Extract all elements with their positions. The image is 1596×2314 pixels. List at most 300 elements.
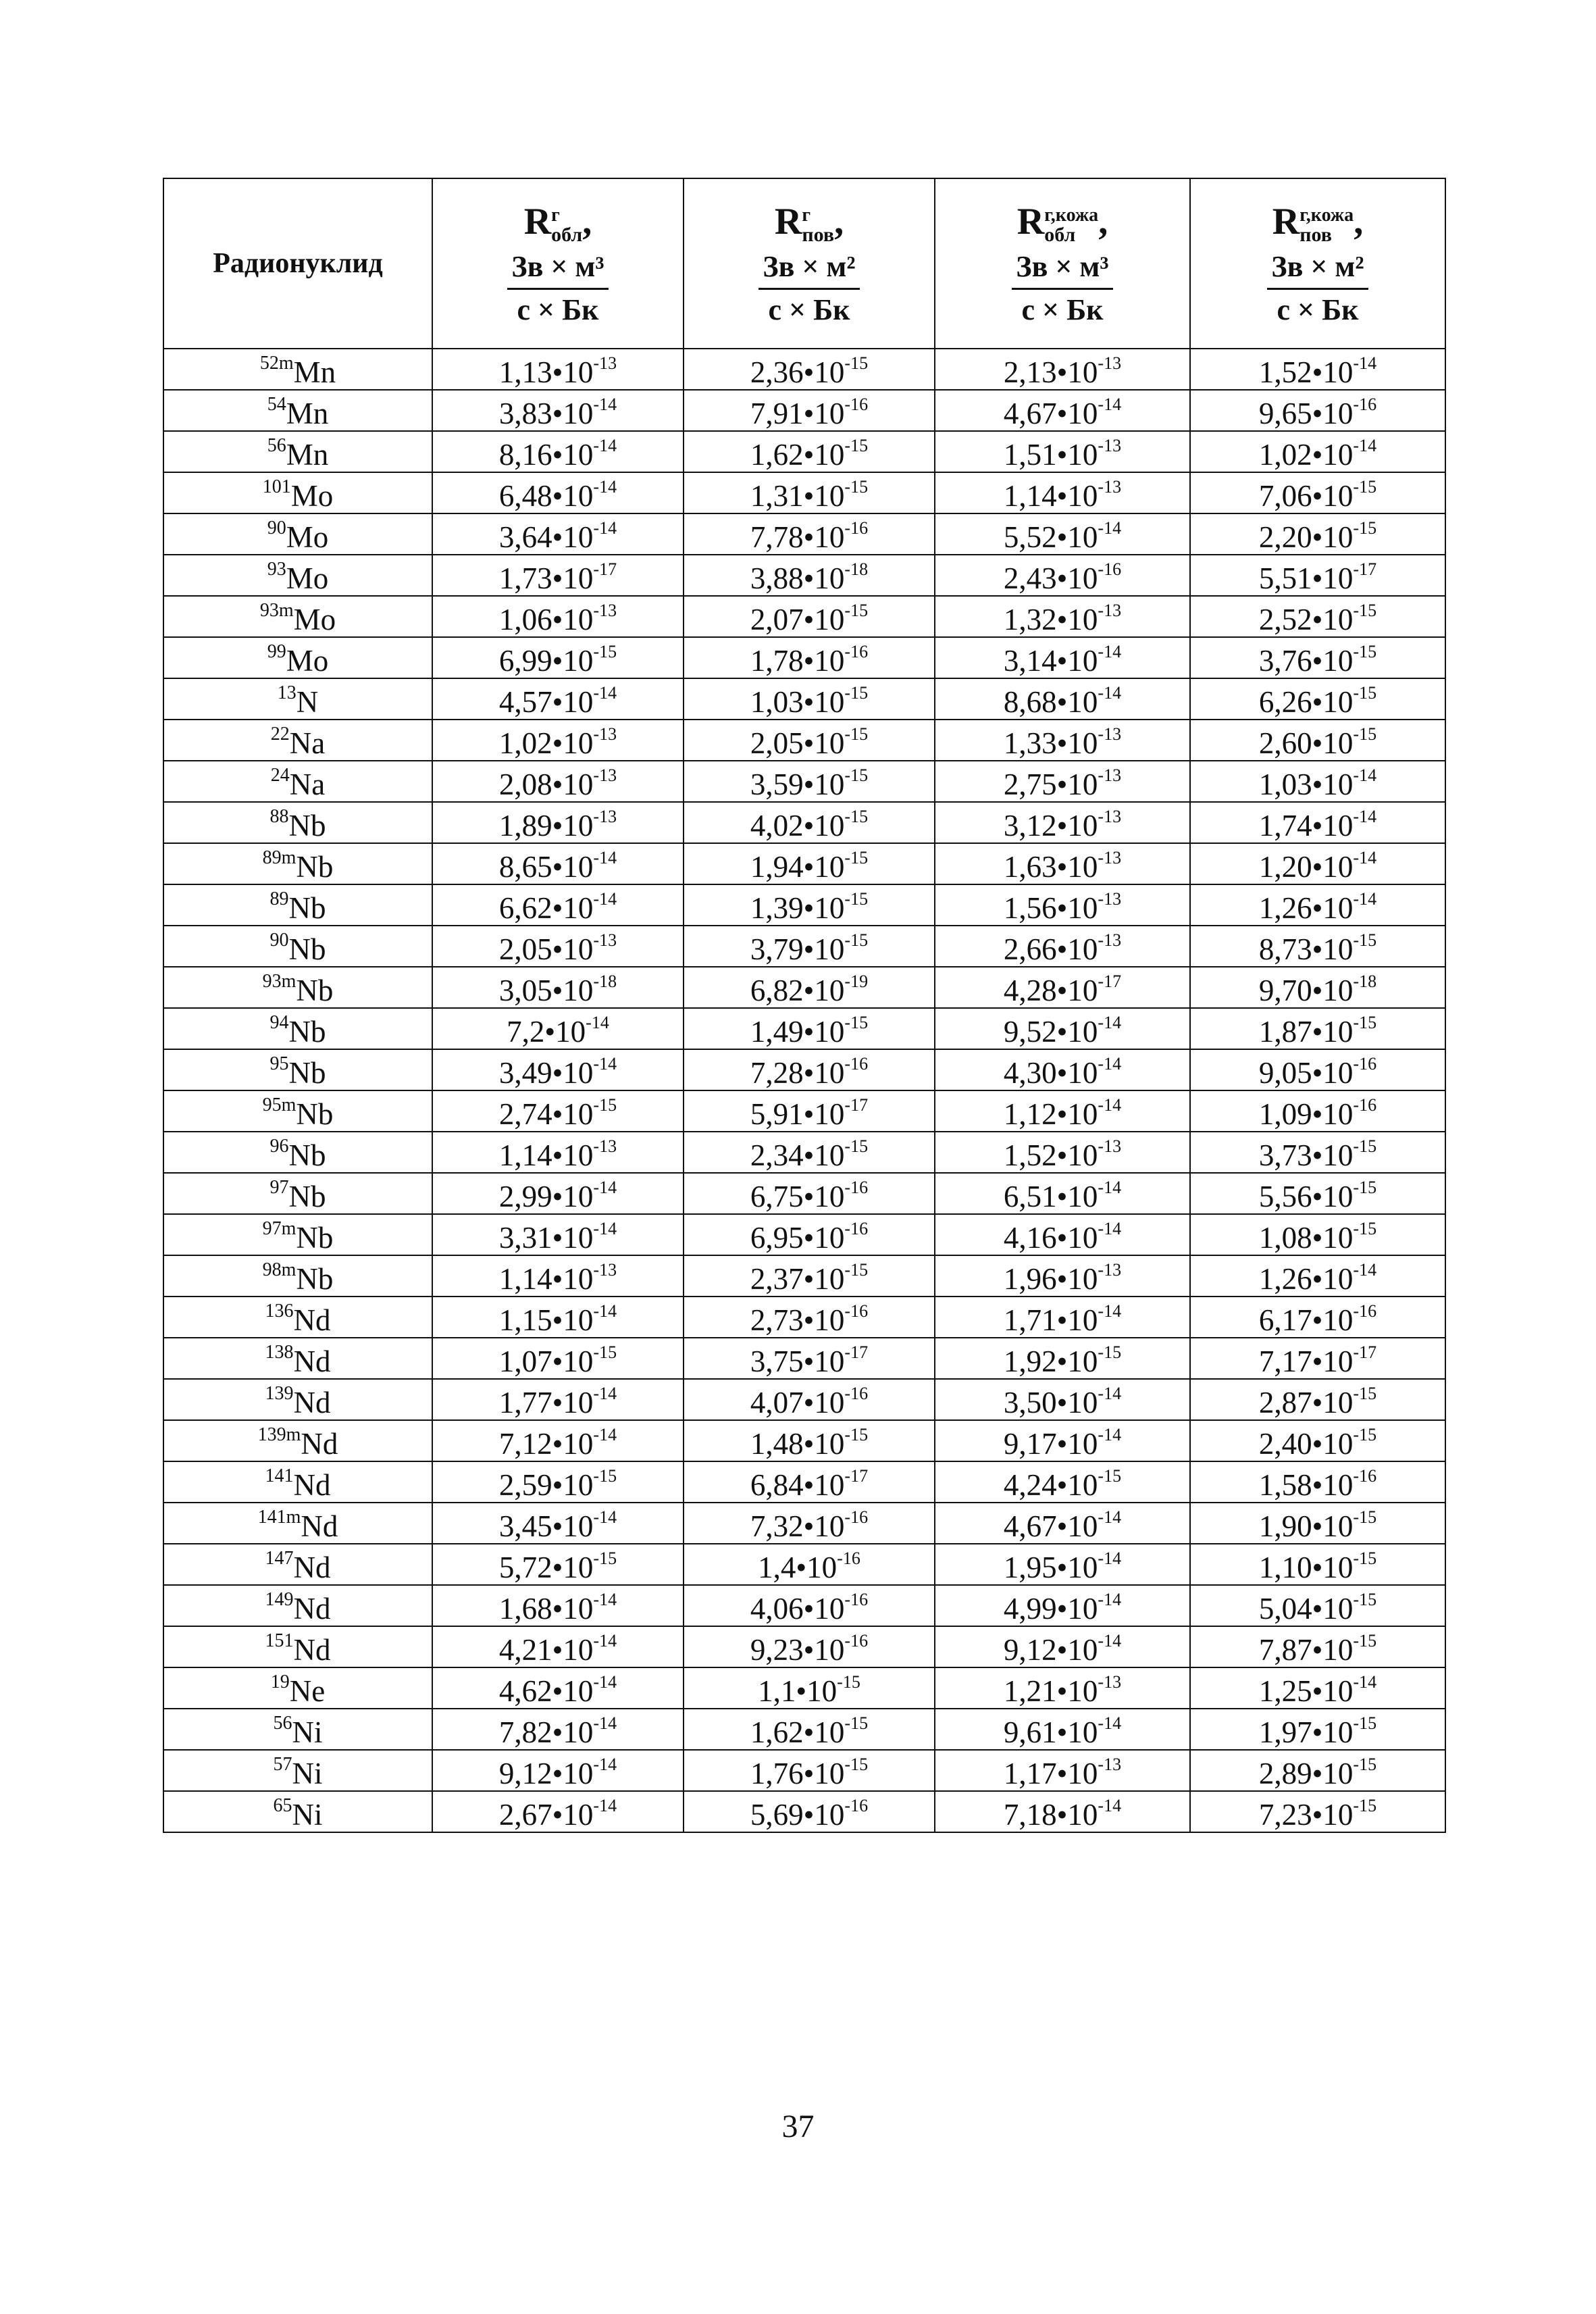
- multiply-sign: •10: [803, 974, 845, 1007]
- multiply-sign: •10: [1312, 1138, 1354, 1172]
- multiply-sign: •10: [1312, 1303, 1354, 1337]
- nuclide-element: Mo: [286, 520, 329, 554]
- value-exponent: -14: [593, 1507, 617, 1527]
- value-cell: [935, 349, 1190, 390]
- multiply-sign: •10: [803, 768, 845, 801]
- value-exponent: -13: [1098, 765, 1122, 785]
- multiply-sign: •10: [803, 1180, 845, 1213]
- value-exponent: -15: [593, 1095, 617, 1115]
- header-symbol: [775, 200, 844, 245]
- value-cell: [684, 1049, 935, 1090]
- nuclide-element: Nd: [293, 1592, 331, 1626]
- value-mantissa: 1,14: [1003, 479, 1057, 513]
- multiply-sign: •10: [1312, 1427, 1354, 1461]
- value-exponent: -14: [1098, 1796, 1122, 1815]
- value-mantissa: 3,75: [750, 1344, 804, 1378]
- multiply-sign: •10: [803, 1015, 845, 1049]
- value-mantissa: 1,92: [1003, 1344, 1057, 1378]
- table-row: [163, 1379, 1445, 1420]
- value-exponent: -14: [1098, 1384, 1122, 1403]
- value-mantissa: 8,65: [498, 850, 552, 884]
- value-mantissa: 6,48: [498, 479, 552, 513]
- value-mantissa: 2,87: [1258, 1386, 1312, 1419]
- multiply-sign: •10: [803, 1344, 845, 1378]
- value-mantissa: 2,13: [1003, 355, 1057, 389]
- value-mantissa: 2,08: [498, 768, 552, 801]
- value-mantissa: 4,07: [750, 1386, 804, 1419]
- multiply-sign: •10: [1312, 1262, 1354, 1296]
- value-cell: [1190, 1503, 1445, 1544]
- multiply-sign: •10: [1312, 726, 1354, 760]
- value-exponent: -14: [1353, 848, 1377, 867]
- multiply-sign: •10: [1056, 1633, 1098, 1667]
- header-unit-fraction: [507, 249, 608, 327]
- value-cell: [1190, 1214, 1445, 1255]
- table-row: [163, 1667, 1445, 1709]
- header-symbol: [524, 200, 592, 245]
- value-cell: [432, 1420, 684, 1461]
- value-exponent: -14: [1098, 395, 1122, 414]
- value-cell: [935, 1214, 1190, 1255]
- value-exponent: -17: [593, 559, 617, 579]
- value-exponent: -14: [1353, 1672, 1377, 1692]
- header-symbol: [1272, 200, 1363, 245]
- value-mantissa: 2,73: [750, 1303, 804, 1337]
- value-cell: [432, 1214, 684, 1255]
- value-mantissa: 2,20: [1258, 520, 1312, 554]
- value-cell: [684, 1379, 935, 1420]
- value-exponent: -16: [1353, 1095, 1377, 1115]
- value-cell: [432, 349, 684, 390]
- value-cell: [432, 967, 684, 1008]
- header-symbol-letter: R: [1272, 201, 1300, 243]
- nuclide-element: Nb: [288, 1056, 326, 1090]
- value-mantissa: 1,4: [758, 1551, 796, 1584]
- multiply-sign: •10: [1056, 1056, 1098, 1090]
- nuclide-mass: 90: [267, 518, 286, 538]
- nuclide-mass: 151: [265, 1630, 294, 1651]
- value-cell: [1190, 431, 1445, 472]
- value-mantissa: 7,2: [507, 1015, 545, 1049]
- value-mantissa: 1,73: [498, 561, 552, 595]
- nuclide-element: Mo: [286, 644, 329, 678]
- value-exponent: -15: [1353, 1136, 1377, 1156]
- multiply-sign: •10: [552, 1633, 594, 1667]
- value-mantissa: 7,12: [498, 1427, 552, 1461]
- value-exponent: -14: [1098, 1590, 1122, 1609]
- value-cell: [935, 1049, 1190, 1090]
- value-cell: [684, 1461, 935, 1503]
- value-mantissa: 1,68: [498, 1592, 552, 1626]
- multiply-sign: •10: [803, 850, 845, 884]
- multiply-sign: •10: [552, 479, 594, 513]
- value-mantissa: 1,71: [1003, 1303, 1057, 1337]
- value-exponent: -13: [1098, 724, 1122, 744]
- value-cell: [684, 1626, 935, 1667]
- value-cell: [684, 926, 935, 967]
- value-exponent: -15: [593, 1466, 617, 1486]
- value-cell: [1190, 1297, 1445, 1338]
- table-row: [163, 1338, 1445, 1379]
- value-mantissa: 8,68: [1003, 685, 1057, 719]
- value-mantissa: 9,61: [1003, 1715, 1057, 1749]
- header-unit-numerator: Зв × м³: [1012, 249, 1112, 290]
- nuclide-cell: [163, 513, 432, 555]
- nuclide-mass: 13: [277, 682, 297, 703]
- value-exponent: -13: [593, 353, 617, 373]
- nuclide-cell: [163, 1090, 432, 1132]
- nuclide-mass: 139m: [257, 1424, 301, 1445]
- multiply-sign: •10: [552, 809, 594, 842]
- value-cell: [684, 1750, 935, 1791]
- nuclide-cell: [163, 884, 432, 926]
- value-exponent: -15: [593, 1342, 617, 1362]
- value-mantissa: 7,91: [750, 397, 804, 430]
- value-mantissa: 1,1: [758, 1674, 796, 1708]
- multiply-sign: •10: [803, 603, 845, 636]
- header-symbol: [1017, 200, 1108, 245]
- nuclide-mass: 99: [267, 641, 286, 662]
- value-cell: [935, 431, 1190, 472]
- nuclide-mass: 89m: [262, 847, 297, 868]
- value-cell: [1190, 1791, 1445, 1832]
- value-cell: [1190, 1709, 1445, 1750]
- value-exponent: -15: [844, 477, 869, 497]
- multiply-sign: •10: [552, 1592, 594, 1626]
- multiply-sign: •10: [1312, 850, 1354, 884]
- value-cell: [684, 555, 935, 596]
- nuclide-cell: [163, 1255, 432, 1297]
- table-row: [163, 1709, 1445, 1750]
- value-exponent: -16: [844, 1590, 869, 1609]
- multiply-sign: •10: [803, 726, 845, 760]
- value-exponent: -13: [593, 724, 617, 744]
- value-exponent: -14: [1098, 1425, 1122, 1444]
- value-cell: [935, 1420, 1190, 1461]
- value-cell: [684, 761, 935, 802]
- nuclide-cell: [163, 472, 432, 513]
- table-row: [163, 596, 1445, 637]
- value-exponent: -15: [1353, 1507, 1377, 1527]
- nuclide-element: Nb: [296, 974, 334, 1007]
- table-row: [163, 761, 1445, 802]
- multiply-sign: •10: [1056, 1386, 1098, 1419]
- value-cell: [935, 472, 1190, 513]
- value-mantissa: 6,26: [1258, 685, 1312, 719]
- table-row: [163, 1132, 1445, 1173]
- value-cell: [432, 1173, 684, 1214]
- value-cell: [432, 1667, 684, 1709]
- nuclide-element: Nd: [293, 1551, 331, 1584]
- multiply-sign: •10: [1056, 1138, 1098, 1172]
- value-cell: [432, 1791, 684, 1832]
- value-mantissa: 1,26: [1258, 891, 1312, 925]
- multiply-sign: •10: [803, 1633, 845, 1667]
- value-exponent: -15: [1353, 1013, 1377, 1032]
- value-cell: [432, 1503, 684, 1544]
- multiply-sign: •10: [552, 1386, 594, 1419]
- value-cell: [935, 637, 1190, 678]
- value-exponent: -15: [844, 1013, 869, 1032]
- value-cell: [935, 1791, 1190, 1832]
- value-exponent: -17: [844, 1342, 869, 1362]
- multiply-sign: •10: [552, 1138, 594, 1172]
- table-row: [163, 513, 1445, 555]
- value-cell: [935, 1090, 1190, 1132]
- multiply-sign: •10: [1056, 644, 1098, 678]
- value-exponent: -13: [1098, 477, 1122, 497]
- table-row: [163, 1420, 1445, 1461]
- multiply-sign: •10: [1312, 1798, 1354, 1832]
- value-mantissa: 1,21: [1003, 1674, 1057, 1708]
- value-mantissa: 7,23: [1258, 1798, 1312, 1832]
- nuclide-mass: 93: [267, 559, 286, 580]
- header-subscript: обл: [551, 223, 583, 246]
- multiply-sign: •10: [552, 1056, 594, 1090]
- value-exponent: -15: [593, 1549, 617, 1568]
- multiply-sign: •10: [803, 1056, 845, 1090]
- value-exponent: -15: [1353, 724, 1377, 744]
- page-number: 37: [781, 2109, 815, 2144]
- multiply-sign: •10: [1312, 685, 1354, 719]
- nuclide-element: Nd: [293, 1386, 331, 1419]
- value-mantissa: 6,99: [498, 644, 552, 678]
- value-cell: [684, 1585, 935, 1626]
- value-mantissa: 7,28: [750, 1056, 804, 1090]
- value-exponent: -15: [1353, 601, 1377, 620]
- value-cell: [432, 637, 684, 678]
- value-mantissa: 2,67: [498, 1798, 552, 1832]
- nuclide-mass: 93m: [259, 600, 294, 621]
- value-exponent: -13: [593, 765, 617, 785]
- table-row: [163, 926, 1445, 967]
- value-cell: [684, 1544, 935, 1585]
- multiply-sign: •10: [1056, 561, 1098, 595]
- table-row: [163, 1255, 1445, 1297]
- value-mantissa: 7,06: [1258, 479, 1312, 513]
- value-exponent: -13: [593, 930, 617, 950]
- nuclide-element: Nb: [296, 1262, 334, 1296]
- value-exponent: -15: [844, 1755, 869, 1774]
- value-cell: [432, 1585, 684, 1626]
- nuclide-mass: 141: [265, 1465, 294, 1486]
- table-row: [163, 390, 1445, 431]
- multiply-sign: •10: [1312, 1551, 1354, 1584]
- multiply-sign: •10: [552, 685, 594, 719]
- value-exponent: -15: [1353, 1549, 1377, 1568]
- multiply-sign: •10: [1312, 1056, 1354, 1090]
- value-cell: [1190, 1173, 1445, 1214]
- value-exponent: -16: [844, 642, 869, 661]
- value-cell: [432, 720, 684, 761]
- multiply-sign: •10: [1056, 1427, 1098, 1461]
- value-cell: [684, 1255, 935, 1297]
- value-mantissa: 1,51: [1003, 438, 1057, 472]
- value-mantissa: 9,23: [750, 1633, 804, 1667]
- multiply-sign: •10: [552, 603, 594, 636]
- header-subscript: обл: [1044, 223, 1076, 246]
- value-mantissa: 1,78: [750, 644, 804, 678]
- nuclide-cell: [163, 1214, 432, 1255]
- multiply-sign: •10: [552, 1427, 594, 1461]
- value-exponent: -14: [1098, 1713, 1122, 1733]
- value-exponent: -13: [1098, 1260, 1122, 1280]
- value-mantissa: 1,20: [1258, 850, 1312, 884]
- multiply-sign: •10: [1056, 1551, 1098, 1584]
- value-mantissa: 9,12: [1003, 1633, 1057, 1667]
- value-mantissa: 1,90: [1258, 1509, 1312, 1543]
- value-mantissa: 1,94: [750, 850, 804, 884]
- nuclide-mass: 93m: [262, 971, 297, 992]
- value-exponent: -16: [844, 1796, 869, 1815]
- nuclide-mass: 56: [273, 1713, 292, 1734]
- value-cell: [1190, 1379, 1445, 1420]
- value-mantissa: 1,63: [1003, 850, 1057, 884]
- value-exponent: -13: [593, 601, 617, 620]
- value-mantissa: 1,08: [1258, 1221, 1312, 1255]
- value-cell: [432, 1132, 684, 1173]
- header-symbol-letter: R: [1016, 201, 1045, 243]
- nuclide-cell: [163, 967, 432, 1008]
- value-cell: [1190, 1132, 1445, 1173]
- value-mantissa: 1,10: [1258, 1551, 1312, 1584]
- multiply-sign: •10: [1312, 1344, 1354, 1378]
- table-row: [163, 1008, 1445, 1049]
- nuclide-mass: 65: [273, 1795, 292, 1816]
- value-exponent: -18: [593, 972, 617, 991]
- multiply-sign: •10: [552, 1757, 594, 1790]
- nuclide-cell: [163, 678, 432, 720]
- nuclide-element: Nd: [301, 1509, 338, 1543]
- value-exponent: -15: [844, 353, 869, 373]
- nuclide-cell: [163, 720, 432, 761]
- table-row: [163, 1791, 1445, 1832]
- table-row: [163, 1750, 1445, 1791]
- nuclide-mass: 98m: [262, 1259, 297, 1280]
- value-mantissa: 5,52: [1003, 520, 1057, 554]
- multiply-sign: •10: [552, 644, 594, 678]
- nuclide-mass: 88: [269, 806, 289, 827]
- multiply-sign: •10: [1056, 850, 1098, 884]
- value-mantissa: 1,07: [498, 1344, 552, 1378]
- multiply-sign: •10: [552, 1262, 594, 1296]
- table-row: [163, 843, 1445, 884]
- header-unit-numerator: Зв × м³: [507, 249, 608, 290]
- value-mantissa: 1,58: [1258, 1468, 1312, 1502]
- value-exponent: -16: [844, 1219, 869, 1238]
- value-mantissa: 2,99: [498, 1180, 552, 1213]
- value-mantissa: 1,32: [1003, 603, 1057, 636]
- value-exponent: -14: [593, 1178, 617, 1197]
- value-mantissa: 9,17: [1003, 1427, 1057, 1461]
- value-mantissa: 4,06: [750, 1592, 804, 1626]
- value-exponent: -15: [1353, 1713, 1377, 1733]
- table-row: [163, 637, 1445, 678]
- value-mantissa: 5,04: [1258, 1592, 1312, 1626]
- value-cell: [684, 1214, 935, 1255]
- value-mantissa: 1,25: [1258, 1674, 1312, 1708]
- value-cell: [935, 802, 1190, 843]
- multiply-sign: •10: [552, 768, 594, 801]
- nuclide-cell: [163, 1173, 432, 1214]
- value-mantissa: 4,24: [1003, 1468, 1057, 1502]
- nuclide-element: Nd: [301, 1427, 338, 1461]
- value-exponent: -16: [844, 518, 869, 538]
- nuclide-mass: 95m: [262, 1095, 297, 1115]
- multiply-sign: •10: [803, 1303, 845, 1337]
- value-cell: [684, 472, 935, 513]
- nuclide-mass: 139: [265, 1383, 294, 1404]
- value-cell: [935, 1667, 1190, 1709]
- value-cell: [1190, 390, 1445, 431]
- nuclide-element: Nb: [296, 1097, 334, 1131]
- value-mantissa: 3,59: [750, 768, 804, 801]
- nuclide-mass: 97: [269, 1177, 289, 1198]
- table-row: [163, 720, 1445, 761]
- value-cell: [684, 1667, 935, 1709]
- multiply-sign: •10: [1312, 1468, 1354, 1502]
- nuclide-element: Nb: [288, 809, 326, 842]
- value-exponent: -14: [593, 1672, 617, 1692]
- value-cell: [432, 926, 684, 967]
- value-exponent: -15: [844, 1260, 869, 1280]
- multiply-sign: •10: [552, 397, 594, 430]
- value-exponent: -18: [1353, 972, 1377, 991]
- header-superscript: г: [802, 204, 811, 226]
- value-cell: [935, 1461, 1190, 1503]
- header-subscript: пов: [802, 223, 835, 246]
- value-exponent: -15: [1353, 1631, 1377, 1651]
- value-mantissa: 7,78: [750, 520, 804, 554]
- value-cell: [1190, 1626, 1445, 1667]
- value-cell: [684, 967, 935, 1008]
- value-exponent: -15: [844, 765, 869, 785]
- value-cell: [432, 1709, 684, 1750]
- multiply-sign: •10: [1312, 603, 1354, 636]
- multiply-sign: •10: [1056, 355, 1098, 389]
- multiply-sign: •10: [1056, 1674, 1098, 1708]
- table-row: [163, 1173, 1445, 1214]
- value-exponent: -14: [593, 1755, 617, 1774]
- value-cell: [1190, 349, 1445, 390]
- multiply-sign: •10: [1312, 1674, 1354, 1708]
- value-exponent: -14: [593, 1054, 617, 1074]
- value-mantissa: 2,89: [1258, 1757, 1312, 1790]
- value-cell: [432, 1338, 684, 1379]
- nuclide-cell: [163, 1420, 432, 1461]
- table-header-row: [163, 178, 1445, 349]
- value-mantissa: 5,72: [498, 1551, 552, 1584]
- multiply-sign: •10: [1056, 1798, 1098, 1832]
- header-unit-denominator: с × Бк: [1277, 293, 1359, 326]
- header-unit-denominator: с × Бк: [517, 293, 599, 326]
- nuclide-cell: [163, 1297, 432, 1338]
- value-exponent: -14: [1098, 1219, 1122, 1238]
- value-mantissa: 8,73: [1258, 932, 1312, 966]
- value-cell: [432, 1379, 684, 1420]
- nuclide-element: Nb: [296, 850, 334, 884]
- value-cell: [1190, 637, 1445, 678]
- value-mantissa: 1,62: [750, 438, 804, 472]
- value-cell: [432, 596, 684, 637]
- nuclide-cell: [163, 390, 432, 431]
- table-row: [163, 555, 1445, 596]
- value-mantissa: 1,03: [1258, 768, 1312, 801]
- multiply-sign: •10: [1056, 768, 1098, 801]
- value-mantissa: 5,51: [1258, 561, 1312, 595]
- nuclide-mass: 101: [262, 476, 291, 497]
- header-r-pov: [684, 178, 935, 349]
